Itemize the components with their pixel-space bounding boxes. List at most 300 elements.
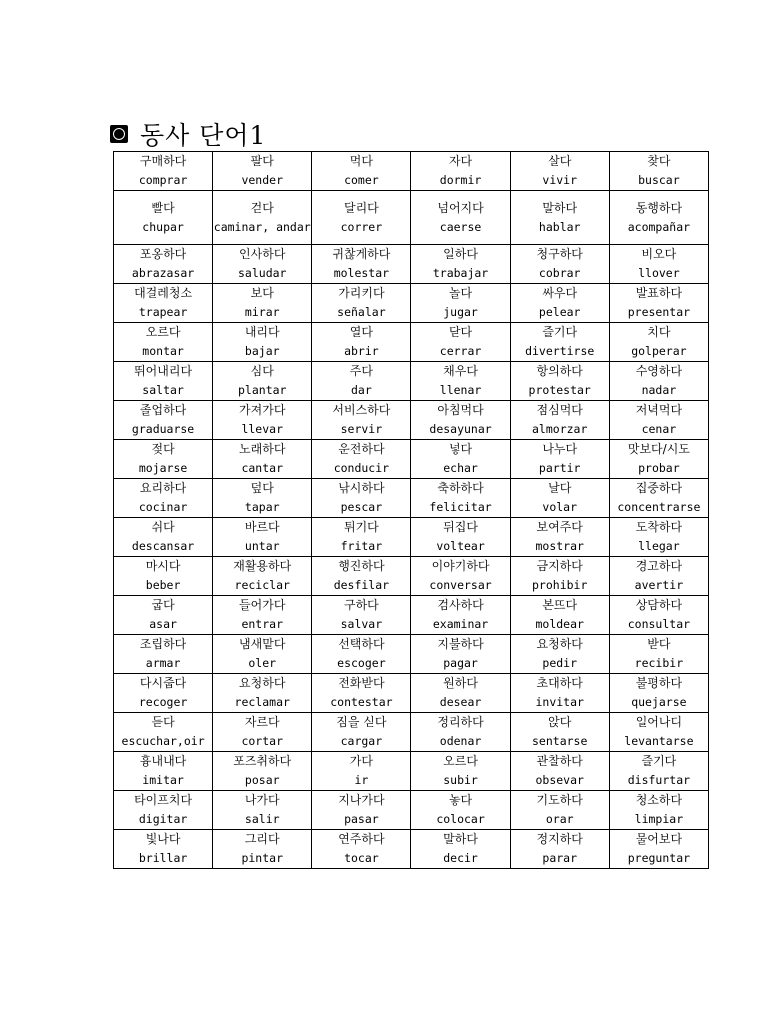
- korean-word: 일어나디: [635, 715, 683, 729]
- vocab-cell: [114, 596, 213, 635]
- korean-word: 받다: [647, 637, 671, 651]
- spanish-word: salir: [244, 812, 280, 826]
- korean-word: 나가다: [244, 793, 280, 807]
- vocab-cell: [312, 479, 411, 518]
- korean-word: 오르다: [145, 325, 181, 339]
- spanish-word: jugar: [443, 305, 478, 319]
- korean-word: 달리다: [344, 200, 379, 215]
- table-row: [114, 401, 709, 440]
- korean-word: 덮다: [250, 481, 274, 495]
- table-row: [114, 791, 709, 830]
- vocab-cell: [213, 284, 312, 323]
- vocab-cell: [312, 440, 411, 479]
- spanish-word: sentarse: [532, 734, 588, 748]
- korean-word: 포즈취하다: [233, 754, 292, 768]
- vocab-cell: [510, 791, 609, 830]
- korean-word: 닫다: [448, 325, 473, 339]
- vocab-cell: [114, 440, 213, 479]
- vocab-cell: [114, 401, 213, 440]
- vocab-cell: [114, 713, 213, 752]
- spanish-word: odenar: [439, 734, 482, 748]
- spanish-word: bajar: [244, 344, 280, 358]
- vocab-cell: [609, 557, 708, 596]
- korean-word: 수영하다: [635, 364, 683, 378]
- spanish-word: escoger: [337, 656, 386, 670]
- spanish-word: brillar: [138, 851, 188, 865]
- korean-word: 발표하다: [635, 286, 683, 300]
- spanish-word: caminar, andar: [213, 219, 311, 234]
- spanish-word: felicitar: [429, 500, 492, 514]
- spanish-word: obsevar: [535, 773, 584, 787]
- spanish-word: concentrarse: [617, 500, 701, 514]
- vocab-cell: [609, 191, 708, 245]
- spanish-word: cobrar: [538, 266, 581, 280]
- korean-word: 정리하다: [437, 715, 484, 729]
- korean-word: 마시다: [145, 559, 181, 573]
- spanish-word: mirar: [244, 305, 280, 319]
- table-row: [114, 245, 709, 284]
- spanish-word: conversar: [429, 578, 492, 592]
- korean-word: 불평하다: [635, 676, 683, 690]
- vocab-cell: [213, 713, 312, 752]
- vocab-cell: [213, 596, 312, 635]
- spanish-word: orar: [545, 812, 574, 826]
- vocab-cell: [510, 401, 609, 440]
- spanish-word: cenar: [641, 422, 677, 436]
- korean-word: 놀다: [448, 286, 473, 300]
- spanish-word: decir: [443, 851, 478, 865]
- korean-word: 주다: [349, 364, 373, 378]
- table-row: [114, 479, 709, 518]
- vocab-cell: [312, 635, 411, 674]
- spanish-word: tapar: [244, 500, 280, 514]
- korean-word: 쉬다: [151, 520, 175, 534]
- vocab-cell: [114, 245, 213, 284]
- table-row: [114, 323, 709, 362]
- korean-word: 졸업하다: [139, 403, 187, 417]
- korean-word: 관찰하다: [536, 754, 583, 768]
- vocab-cell: [510, 479, 609, 518]
- korean-word: 서비스하다: [332, 403, 391, 417]
- spanish-word: untar: [244, 539, 280, 553]
- spanish-word: prohibir: [532, 578, 588, 592]
- spanish-word: probar: [638, 461, 680, 475]
- spanish-word: llegar: [638, 539, 680, 553]
- spanish-word: imitar: [142, 773, 184, 787]
- vocab-cell: [609, 518, 708, 557]
- vocab-cell: [114, 323, 213, 362]
- spanish-word: colocar: [436, 812, 485, 826]
- korean-word: 들어가다: [239, 598, 286, 612]
- spanish-word: golperar: [631, 344, 687, 358]
- korean-word: 구하다: [344, 598, 379, 612]
- korean-word: 듣다: [151, 715, 175, 729]
- spanish-word: señalar: [337, 305, 386, 319]
- korean-word: 흉내내다: [139, 754, 187, 768]
- spanish-word: acompañar: [627, 219, 691, 234]
- vocab-cell: [411, 191, 510, 245]
- korean-word: 싸우다: [542, 286, 578, 300]
- vocab-cell: [609, 401, 708, 440]
- korean-word: 선택하다: [338, 637, 385, 651]
- korean-word: 내리다: [244, 325, 280, 339]
- vocab-cell: [609, 362, 708, 401]
- vocab-cell: [312, 284, 411, 323]
- vocab-cell: [411, 674, 510, 713]
- vocab-cell: [114, 752, 213, 791]
- spanish-word: dormir: [439, 173, 482, 187]
- spanish-word: preguntar: [627, 851, 691, 865]
- spanish-word: digitar: [138, 812, 188, 826]
- table-row: [114, 752, 709, 791]
- vocab-cell: [213, 479, 312, 518]
- korean-word: 보여주다: [536, 520, 583, 534]
- spanish-word: trapear: [138, 305, 188, 319]
- korean-word: 보다: [250, 286, 274, 300]
- spanish-word: almorzar: [532, 422, 588, 436]
- spanish-word: entrar: [241, 617, 283, 631]
- korean-word: 비오다: [641, 247, 677, 261]
- korean-word: 날다: [548, 481, 572, 495]
- spanish-word: presentar: [627, 305, 691, 319]
- vocab-cell: [510, 674, 609, 713]
- spanish-word: divertirse: [525, 344, 595, 358]
- spanish-word: pintar: [241, 851, 283, 865]
- vocab-cell: [213, 245, 312, 284]
- vocab-cell: [609, 596, 708, 635]
- spanish-word: examinar: [432, 617, 489, 631]
- vocab-cell: [411, 635, 510, 674]
- korean-word: 걷다: [250, 200, 274, 215]
- korean-word: 빨다: [151, 200, 175, 215]
- korean-word: 다시줍다: [139, 676, 187, 690]
- vocab-cell: [213, 152, 312, 191]
- korean-word: 냄새맡다: [239, 637, 286, 651]
- vocab-cell: [510, 284, 609, 323]
- spanish-word: buscar: [638, 173, 680, 187]
- vocab-cell: [609, 830, 708, 869]
- spanish-word: saltar: [142, 383, 184, 397]
- vocab-cell: [411, 323, 510, 362]
- vocab-cell: [609, 152, 708, 191]
- spanish-word: protestar: [528, 383, 591, 397]
- vocab-cell: [609, 284, 708, 323]
- spanish-word: subir: [443, 773, 478, 787]
- vocab-cell: [312, 557, 411, 596]
- vocab-cell: [312, 245, 411, 284]
- vocab-cell: [114, 635, 213, 674]
- vocab-cell: [609, 713, 708, 752]
- vocab-cell: [411, 752, 510, 791]
- vocab-cell: [411, 557, 510, 596]
- table-row: [114, 635, 709, 674]
- vocab-cell: [213, 323, 312, 362]
- section-title: [110, 118, 266, 150]
- spanish-word: voltear: [436, 539, 485, 553]
- korean-word: 구매하다: [139, 154, 187, 168]
- spanish-word: comprar: [138, 173, 188, 187]
- korean-word: 말하다: [542, 200, 578, 215]
- korean-word: 항의하다: [536, 364, 583, 378]
- korean-word: 나누다: [542, 442, 578, 456]
- spanish-word: llenar: [439, 383, 482, 397]
- vocab-cell: [411, 791, 510, 830]
- spanish-word: mostrar: [535, 539, 584, 553]
- spanish-word: desayunar: [429, 422, 492, 436]
- korean-word: 빛나다: [145, 832, 181, 846]
- spanish-word: asar: [149, 617, 177, 631]
- spanish-word: hablar: [538, 219, 581, 234]
- table-row: [114, 362, 709, 401]
- vocab-cell: [312, 323, 411, 362]
- spanish-word: echar: [443, 461, 478, 475]
- vocab-cell: [411, 518, 510, 557]
- spanish-word: tocar: [344, 851, 379, 865]
- korean-word: 조립하다: [139, 637, 187, 651]
- vocab-cell: [609, 674, 708, 713]
- spanish-word: conducir: [333, 461, 390, 475]
- spanish-word: reciclar: [234, 578, 290, 592]
- spanish-word: avertir: [634, 578, 684, 592]
- spanish-word: salvar: [340, 617, 383, 631]
- vocab-cell: [312, 191, 411, 245]
- vocab-cell: [510, 245, 609, 284]
- spanish-word: cerrar: [439, 344, 482, 358]
- spanish-word: abrazasar: [131, 266, 195, 280]
- korean-word: 타이프치다: [134, 793, 193, 807]
- korean-word: 뛰어내리다: [134, 364, 193, 378]
- vocab-cell: [609, 752, 708, 791]
- spanish-word: saludar: [238, 266, 287, 280]
- spanish-word: descansar: [131, 539, 195, 553]
- korean-word: 전화받다: [338, 676, 385, 690]
- korean-word: 청소하다: [635, 793, 683, 807]
- spanish-word: posar: [244, 773, 280, 787]
- table-row: [114, 191, 709, 245]
- spanish-word: desear: [439, 695, 482, 709]
- korean-word: 집중하다: [635, 481, 683, 495]
- spanish-word: consultar: [627, 617, 691, 631]
- table-row: [114, 830, 709, 869]
- spanish-word: beber: [145, 578, 181, 592]
- spanish-word: servir: [340, 422, 383, 436]
- vocab-cell: [114, 362, 213, 401]
- korean-word: 청구하다: [536, 247, 583, 261]
- vocab-cell: [411, 830, 510, 869]
- vocab-cell: [312, 596, 411, 635]
- spanish-word: fritar: [340, 539, 383, 553]
- korean-word: 요청하다: [536, 637, 583, 651]
- spanish-word: pedir: [542, 656, 578, 670]
- korean-word: 원하다: [443, 676, 478, 690]
- vocab-cell: [312, 362, 411, 401]
- table-row: [114, 152, 709, 191]
- vocab-cell: [411, 479, 510, 518]
- table-row: [114, 440, 709, 479]
- vocab-cell: [213, 440, 312, 479]
- table-row: [114, 713, 709, 752]
- spanish-word: reclamar: [234, 695, 290, 709]
- korean-word: 낚시하다: [338, 481, 385, 495]
- korean-word: 지불하다: [437, 637, 484, 651]
- spanish-word: graduarse: [131, 422, 195, 436]
- spanish-word: trabajar: [432, 266, 489, 280]
- korean-word: 이야기하다: [431, 559, 490, 573]
- korean-word: 경고하다: [635, 559, 683, 573]
- vocab-cell: [114, 674, 213, 713]
- korean-word: 채우다: [443, 364, 478, 378]
- spanish-word: pagar: [443, 656, 478, 670]
- spanish-word: nadar: [641, 383, 677, 397]
- spanish-word: volar: [542, 500, 578, 514]
- vocab-cell: [312, 152, 411, 191]
- vocab-cell: [609, 791, 708, 830]
- spanish-word: disfurtar: [627, 773, 691, 787]
- vocab-cell: [411, 401, 510, 440]
- korean-word: 먹다: [349, 154, 373, 168]
- korean-word: 요리하다: [139, 481, 187, 495]
- vocab-cell: [312, 518, 411, 557]
- vocab-cell: [411, 284, 510, 323]
- korean-word: 자르다: [244, 715, 280, 729]
- spanish-word: vender: [241, 173, 283, 187]
- korean-word: 지나가다: [338, 793, 385, 807]
- korean-word: 인사하다: [239, 247, 286, 261]
- korean-word: 귀찮게하다: [332, 247, 391, 261]
- korean-word: 연주하다: [338, 832, 385, 846]
- spanish-word: caerse: [439, 219, 482, 234]
- vocab-cell: [510, 362, 609, 401]
- spanish-word: levantarse: [624, 734, 694, 748]
- spanish-word: cargar: [340, 734, 383, 748]
- korean-word: 포옹하다: [139, 247, 187, 261]
- vocab-cell: [411, 362, 510, 401]
- korean-word: 앉다: [548, 715, 572, 729]
- korean-word: 점심먹다: [536, 403, 583, 417]
- vocab-cell: [312, 830, 411, 869]
- vocab-cell: [510, 440, 609, 479]
- vocab-cell: [213, 401, 312, 440]
- spanish-word: pescar: [340, 500, 383, 514]
- vocab-cell: [312, 401, 411, 440]
- korean-word: 굽다: [151, 598, 175, 612]
- spanish-word: llover: [638, 266, 680, 280]
- vocab-cell: [510, 518, 609, 557]
- vocab-cell: [114, 152, 213, 191]
- spanish-word: cantar: [241, 461, 283, 475]
- vocab-cell: [213, 674, 312, 713]
- korean-word: 물어보다: [635, 832, 683, 846]
- korean-word: 즐기다: [542, 325, 578, 339]
- korean-word: 정지하다: [536, 832, 583, 846]
- korean-word: 맛보다/시도: [627, 442, 690, 456]
- korean-word: 본뜨다: [542, 598, 578, 612]
- vocab-cell: [213, 362, 312, 401]
- korean-word: 금지하다: [536, 559, 583, 573]
- vocab-cell: [510, 323, 609, 362]
- spanish-word: escuchar,oir: [121, 734, 205, 748]
- korean-word: 동행하다: [635, 200, 683, 215]
- korean-word: 열다: [349, 325, 373, 339]
- vocab-cell: [411, 152, 510, 191]
- vocab-cell: [411, 596, 510, 635]
- korean-word: 말하다: [443, 832, 478, 846]
- vocab-cell: [609, 479, 708, 518]
- korean-word: 살다: [548, 154, 572, 168]
- korean-word: 초대하다: [536, 676, 583, 690]
- vocab-cell: [510, 752, 609, 791]
- table-row: [114, 674, 709, 713]
- korean-word: 재활용하다: [233, 559, 292, 573]
- spanish-word: moldear: [535, 617, 584, 631]
- vocab-cell: [114, 284, 213, 323]
- korean-word: 가져가다: [239, 403, 286, 417]
- vocab-cell: [312, 674, 411, 713]
- spanish-word: parar: [542, 851, 578, 865]
- vocab-cell: [411, 440, 510, 479]
- korean-word: 바르다: [244, 520, 280, 534]
- korean-word: 가다: [349, 754, 373, 768]
- vocab-cell: [312, 713, 411, 752]
- spanish-word: oler: [248, 656, 277, 670]
- vocab-cell: [213, 635, 312, 674]
- spanish-word: invitar: [535, 695, 584, 709]
- korean-word: 자다: [448, 154, 473, 168]
- korean-word: 저녁먹다: [635, 403, 683, 417]
- spanish-word: cortar: [241, 734, 283, 748]
- korean-word: 일하다: [443, 247, 478, 261]
- vocab-cell: [213, 752, 312, 791]
- spanish-word: plantar: [238, 383, 287, 397]
- vocab-cell: [609, 323, 708, 362]
- korean-word: 젖다: [151, 442, 175, 456]
- title-text: 동사 단어1: [140, 121, 267, 150]
- vocab-cell: [609, 635, 708, 674]
- vocab-cell: [510, 635, 609, 674]
- vocab-cell: [114, 791, 213, 830]
- vocab-cell: [411, 713, 510, 752]
- korean-word: 노래하다: [239, 442, 286, 456]
- korean-word: 기도하다: [536, 793, 583, 807]
- korean-word: 운전하다: [338, 442, 385, 456]
- spanish-word: dar: [351, 383, 372, 397]
- spanish-word: pasar: [344, 812, 379, 826]
- korean-word: 즐기다: [641, 754, 677, 768]
- vocab-cell: [312, 791, 411, 830]
- spanish-word: llevar: [241, 422, 283, 436]
- spanish-word: contestar: [330, 695, 393, 709]
- spanish-word: chupar: [142, 219, 184, 234]
- spanish-word: correr: [340, 219, 383, 234]
- spanish-word: limpiar: [634, 812, 684, 826]
- vocab-cell: [213, 518, 312, 557]
- vocab-cell: [114, 830, 213, 869]
- korean-word: 오르다: [443, 754, 478, 768]
- spanish-word: partir: [538, 461, 581, 475]
- korean-word: 튀기다: [344, 520, 379, 534]
- vocab-cell: [609, 440, 708, 479]
- spanish-word: cocinar: [138, 500, 188, 514]
- korean-word: 넘어지다: [437, 200, 484, 215]
- korean-word: 팔다: [250, 154, 274, 168]
- table-row: [114, 596, 709, 635]
- spanish-word: abrir: [344, 344, 379, 358]
- korean-word: 가리키다: [338, 286, 385, 300]
- vocab-cell: [312, 752, 411, 791]
- spanish-word: ir: [354, 773, 369, 787]
- spanish-word: vivir: [542, 173, 578, 187]
- vocab-cell: [510, 557, 609, 596]
